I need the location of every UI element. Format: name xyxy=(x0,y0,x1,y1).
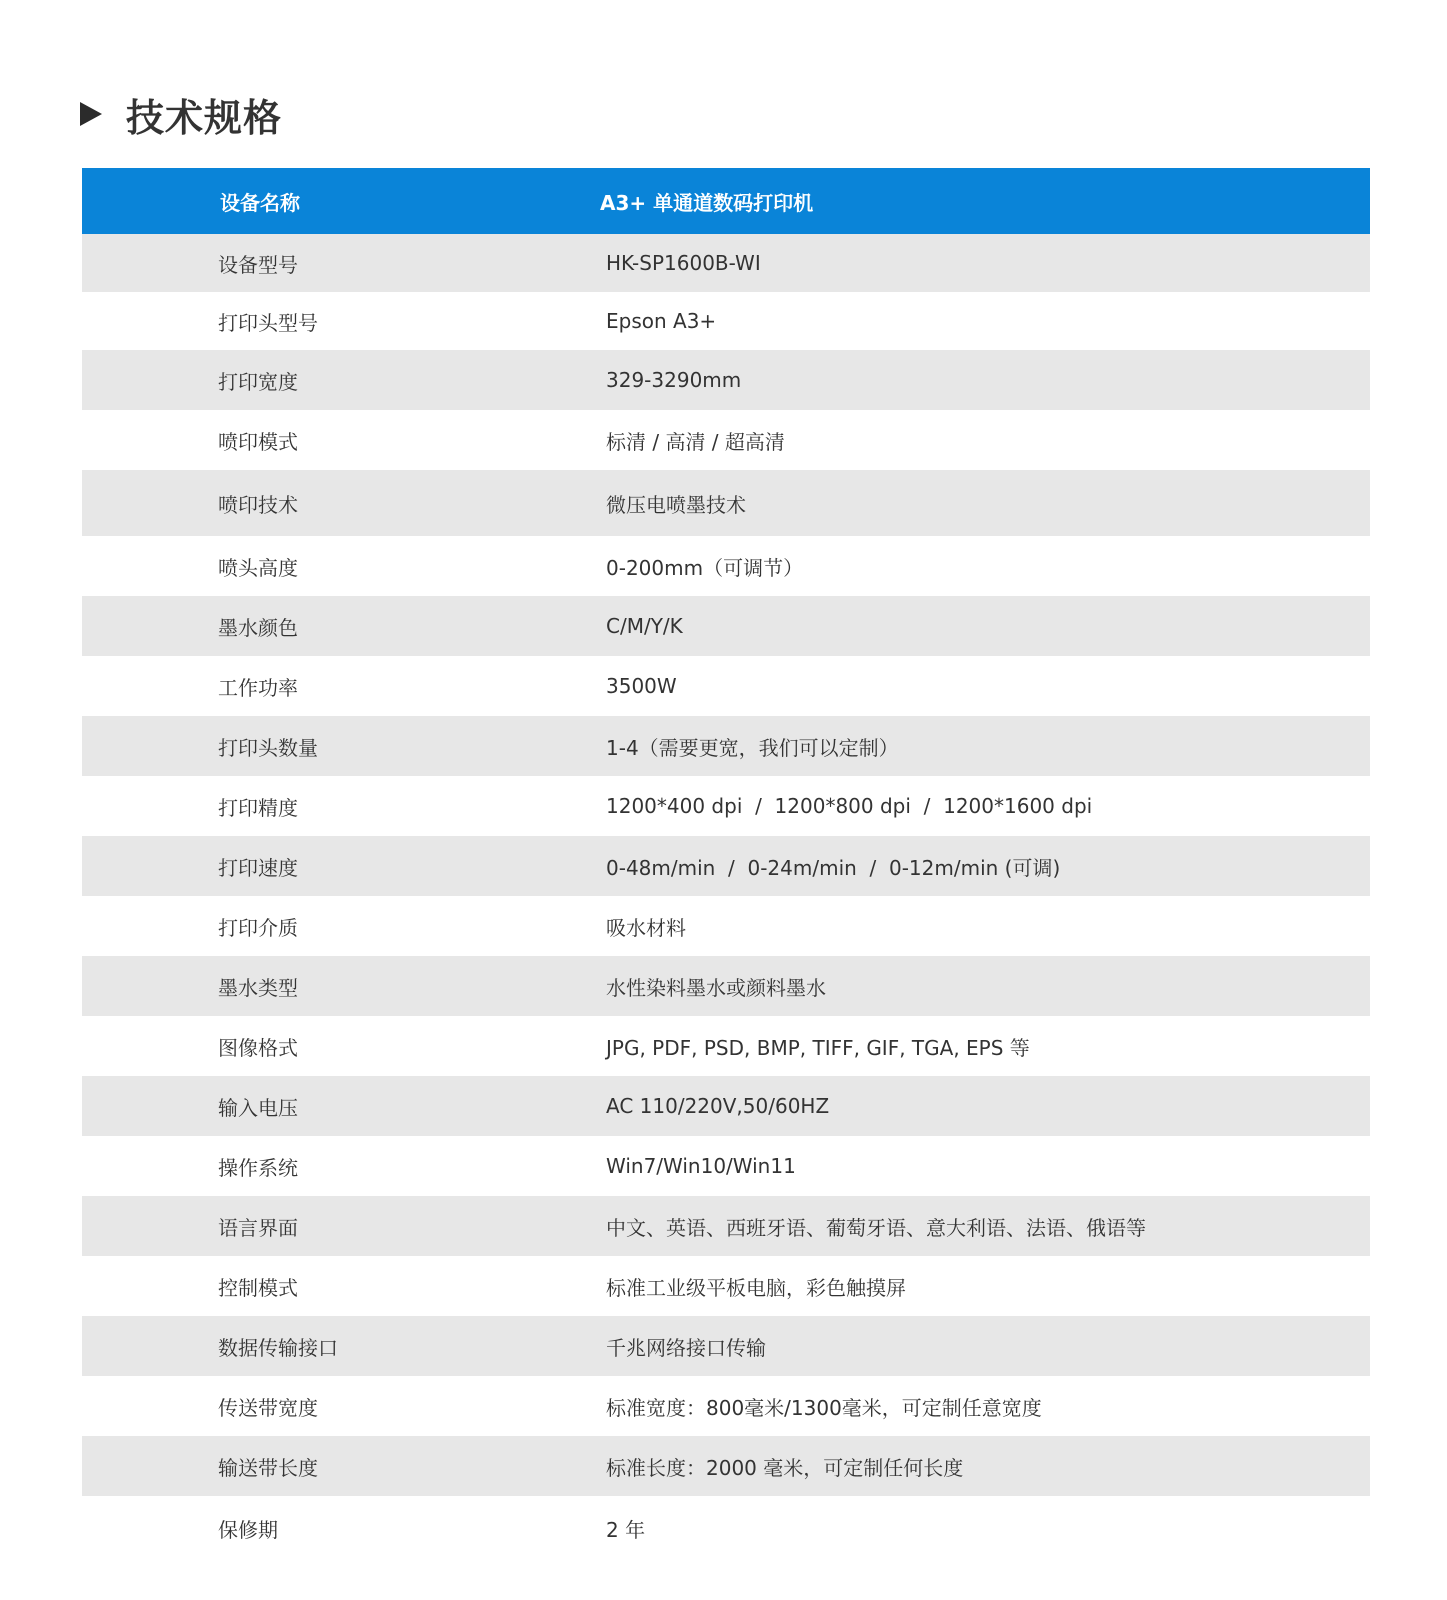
row-label: 图像格式 xyxy=(218,1035,298,1060)
table-row xyxy=(82,1196,1370,1256)
row-label: 喷头高度 xyxy=(218,555,298,580)
table-row xyxy=(82,956,1370,1016)
row-value: 吸水材料 xyxy=(606,915,686,940)
table-row xyxy=(82,1256,1370,1316)
table-row xyxy=(82,836,1370,896)
row-label: 打印宽度 xyxy=(218,369,298,394)
row-label: 打印头型号 xyxy=(218,310,318,335)
table-row xyxy=(82,1076,1370,1136)
row-label: 工作功率 xyxy=(218,675,298,700)
row-value: 标准工业级平板电脑，彩色触摸屏 xyxy=(606,1275,906,1300)
section-heading xyxy=(80,88,282,140)
row-label: 保修期 xyxy=(218,1517,278,1542)
table-row xyxy=(82,776,1370,836)
row-value: 2 年 xyxy=(606,1517,646,1542)
row-value: 千兆网络接口传输 xyxy=(606,1335,766,1360)
table-row xyxy=(82,1376,1370,1436)
table-row xyxy=(82,716,1370,776)
table-row xyxy=(82,1016,1370,1076)
table-header-row xyxy=(82,168,1370,234)
row-label: 传送带宽度 xyxy=(218,1395,318,1420)
row-value: 1-4（需要更宽，我们可以定制） xyxy=(606,735,899,760)
table-row xyxy=(82,292,1370,350)
row-label: 打印精度 xyxy=(218,795,298,820)
table-row xyxy=(82,1316,1370,1376)
row-value: 0-48m/min / 0-24m/min / 0-12m/min (可调) xyxy=(606,855,1061,880)
row-label: 打印头数量 xyxy=(218,735,318,760)
row-value: JPG, PDF, PSD, BMP, TIFF, GIF, TGA, EPS 等 xyxy=(606,1035,1030,1060)
row-label: 操作系统 xyxy=(218,1155,298,1180)
table-row xyxy=(82,656,1370,716)
row-value: 微压电喷墨技术 xyxy=(606,492,746,517)
row-label: 喷印模式 xyxy=(218,429,298,454)
row-value: HK-SP1600B-WI xyxy=(606,251,761,275)
table-row xyxy=(82,596,1370,656)
table-row xyxy=(82,1496,1370,1560)
table-row xyxy=(82,1436,1370,1496)
row-label: 墨水类型 xyxy=(218,975,298,1000)
header-label: 设备名称 xyxy=(220,190,300,215)
row-label: 数据传输接口 xyxy=(218,1335,338,1360)
row-label: 语言界面 xyxy=(218,1215,298,1240)
row-value: 中文、英语、西班牙语、葡萄牙语、意大利语、法语、俄语等 xyxy=(606,1215,1146,1240)
table-row xyxy=(82,234,1370,292)
row-label: 打印速度 xyxy=(218,855,298,880)
row-value: Win7/Win10/Win11 xyxy=(606,1154,796,1178)
row-value: C/M/Y/K xyxy=(606,614,683,638)
table-row xyxy=(82,896,1370,956)
row-value: 0-200mm（可调节） xyxy=(606,555,804,580)
triangle-right-icon xyxy=(80,102,102,126)
row-value: 标准长度：2000 毫米，可定制任何长度 xyxy=(606,1455,964,1480)
row-value: 329-3290mm xyxy=(606,368,742,392)
row-value: 3500W xyxy=(606,674,677,698)
row-value: Epson A3+ xyxy=(606,309,717,333)
row-label: 控制模式 xyxy=(218,1275,298,1300)
header-value: A3+ 单通道数码打印机 xyxy=(600,190,814,215)
spec-table xyxy=(82,168,1370,1560)
row-label: 打印介质 xyxy=(218,915,298,940)
row-label: 输入电压 xyxy=(218,1095,298,1120)
table-row xyxy=(82,1136,1370,1196)
table-row xyxy=(82,410,1370,470)
row-value: 1200*400 dpi / 1200*800 dpi / 1200*1600 dpi xyxy=(606,794,1093,818)
row-label: 喷印技术 xyxy=(218,492,298,517)
row-label: 输送带长度 xyxy=(218,1455,318,1480)
table-row xyxy=(82,536,1370,596)
row-value: 标准宽度：800毫米/1300毫米，可定制任意宽度 xyxy=(606,1395,1042,1420)
table-row xyxy=(82,470,1370,536)
row-label: 设备型号 xyxy=(218,252,298,277)
row-value: AC 110/220V,50/60HZ xyxy=(606,1094,830,1118)
row-value: 水性染料墨水或颜料墨水 xyxy=(606,975,826,1000)
table-row xyxy=(82,350,1370,410)
row-label: 墨水颜色 xyxy=(218,615,298,640)
section-title: 技术规格 xyxy=(126,95,283,140)
row-value: 标清 / 高清 / 超高清 xyxy=(606,429,785,454)
